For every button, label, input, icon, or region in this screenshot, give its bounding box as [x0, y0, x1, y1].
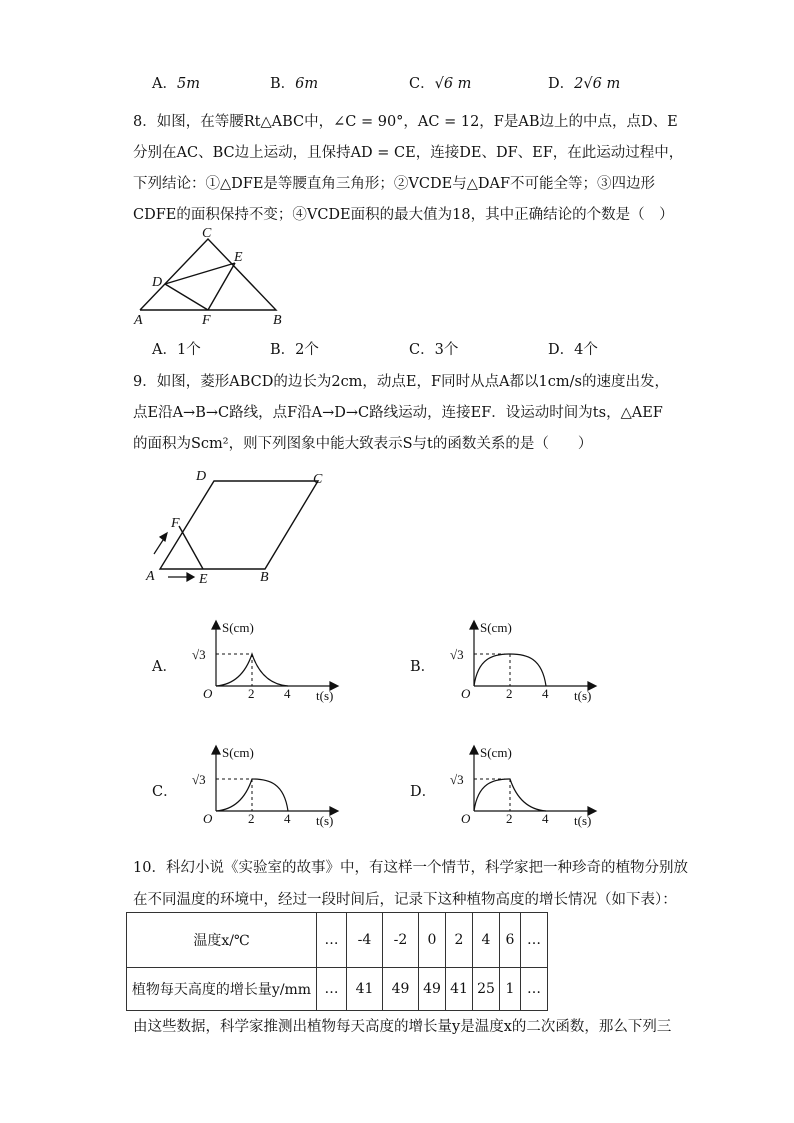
table-cell: … [521, 913, 548, 968]
table-header-growth: 植物每天高度的增长量y/mm [127, 968, 317, 1011]
temperature-growth-table [126, 912, 548, 1011]
table-cell: -4 [347, 913, 383, 968]
graph-c-y-value: √3 [192, 772, 206, 787]
q8-label-c: C [202, 226, 212, 241]
q8-option-c: C．3个 [409, 342, 459, 358]
graph-b-tick-2: 2 [506, 686, 513, 701]
table-cell: 49 [383, 968, 419, 1011]
q9-label-a: A [146, 569, 155, 584]
q9-graph-a [180, 618, 350, 708]
graph-c-tick-4: 4 [284, 811, 291, 826]
graph-c-origin: O [203, 811, 213, 826]
q9-graph-b [438, 618, 608, 708]
q8-label-f: F [202, 313, 211, 328]
graph-b-x-label: t(s) [574, 688, 592, 703]
q8-label-e: E [234, 250, 243, 265]
graph-c-tick-2: 2 [248, 811, 255, 826]
q7-option-b: B．6m [270, 76, 319, 92]
q9-line-1: 9．如图，菱形ABCD的边长为2cm，动点E，F同时从点A都以1cm/s的速度出发， [133, 374, 669, 390]
q8-option-b: B．2个 [270, 342, 319, 358]
table-cell: … [317, 968, 347, 1011]
q9-graph-c [180, 743, 350, 833]
table-cell: 6 [500, 913, 521, 968]
graph-c-x-label: t(s) [316, 813, 334, 828]
table-cell: 1 [500, 968, 521, 1011]
graph-b-origin: O [461, 686, 471, 701]
table-cell: 49 [419, 968, 446, 1011]
q7-option-d: D．2√6 m [548, 76, 621, 92]
graph-d-origin: O [461, 811, 471, 826]
table-cell: 4 [473, 913, 500, 968]
q8-line-4: CDFE的面积保持不变；④VCDE面积的最大值为18，其中正确结论的个数是（ ） [133, 207, 674, 223]
graph-a-y-value: √3 [192, 647, 206, 662]
table-row-temperature [127, 913, 548, 968]
q9-label-e: E [199, 572, 208, 587]
q9-label-d: D [196, 469, 207, 484]
q10-line-1: 10．科幻小说《实验室的故事》中，有这样一个情节，科学家把一种珍奇的植物分别放 [133, 860, 688, 876]
q8-line-2: 分别在AC、BC边上运动，且保持AD = CE，连接DE、DF、EF，在此运动过程中， [133, 145, 684, 161]
q10-line-2: 在不同温度的环境中，经过一段时间后，记录下这种植物高度的增长情况（如下表）： [133, 892, 677, 908]
q7-option-c: C．√6 m [409, 76, 472, 92]
table-cell: 2 [446, 913, 473, 968]
graph-a-y-label: S(cm) [222, 620, 254, 635]
table-row-growth [127, 968, 548, 1011]
q9-graph-d [438, 743, 608, 833]
q9-label-c: C [313, 472, 323, 487]
graph-d-y-value: √3 [450, 772, 464, 787]
table-cell: … [317, 913, 347, 968]
graph-d-tick-2: 2 [506, 811, 513, 826]
q9-option-c-label: C． [152, 784, 178, 800]
graph-c-y-label: S(cm) [222, 745, 254, 760]
q8-line-3: 下列结论：①△DFE是等腰直角三角形；②VCDE与△DAF不可能全等；③四边形 [133, 176, 656, 192]
graph-d-tick-4: 4 [542, 811, 549, 826]
q8-option-a: A．1个 [152, 342, 201, 358]
q8-label-a: A [134, 313, 143, 328]
q9-label-f: F [171, 516, 180, 531]
graph-b-tick-4: 4 [542, 686, 549, 701]
q7-option-a: A．5m [152, 76, 200, 92]
q9-option-a-label: A． [152, 659, 177, 675]
graph-a-tick-4: 4 [284, 686, 291, 701]
graph-a-tick-2: 2 [248, 686, 255, 701]
q8-triangle-figure [130, 225, 300, 330]
graph-a-x-label: t(s) [316, 688, 334, 703]
table-cell: -2 [383, 913, 419, 968]
q8-label-b: B [273, 313, 282, 328]
graph-b-y-value: √3 [450, 647, 464, 662]
graph-b-y-label: S(cm) [480, 620, 512, 635]
graph-d-y-label: S(cm) [480, 745, 512, 760]
q9-line-2: 点E沿A→B→C路线，点F沿A→D→C路线运动，连接EF．设运动时间为ts，△AEF [133, 405, 663, 421]
table-header-temperature: 温度x/℃ [127, 913, 317, 968]
q9-option-d-label: D． [410, 784, 437, 800]
table-cell: 41 [446, 968, 473, 1011]
q9-option-b-label: B． [410, 659, 436, 675]
q8-option-d: D．4个 [548, 342, 598, 358]
q8-line-1: 8．如图，在等腰Rt△ABC中，∠C = 90°，AC = 12，F是AB边上的中点，点D、E [133, 114, 678, 130]
graph-d-x-label: t(s) [574, 813, 592, 828]
table-cell: … [521, 968, 548, 1011]
table-cell: 25 [473, 968, 500, 1011]
table-cell: 0 [419, 913, 446, 968]
q9-label-b: B [260, 570, 269, 585]
q8-label-d: D [152, 275, 163, 290]
q10-after-table-line: 由这些数据，科学家推测出植物每天高度的增长量y是温度x的二次函数，那么下列三 [133, 1019, 672, 1035]
q9-rhombus-figure [138, 466, 338, 591]
q9-line-3: 的面积为Scm²，则下列图象中能大致表示S与t的函数关系的是（ ） [133, 436, 593, 452]
graph-a-origin: O [203, 686, 213, 701]
table-cell: 41 [347, 968, 383, 1011]
